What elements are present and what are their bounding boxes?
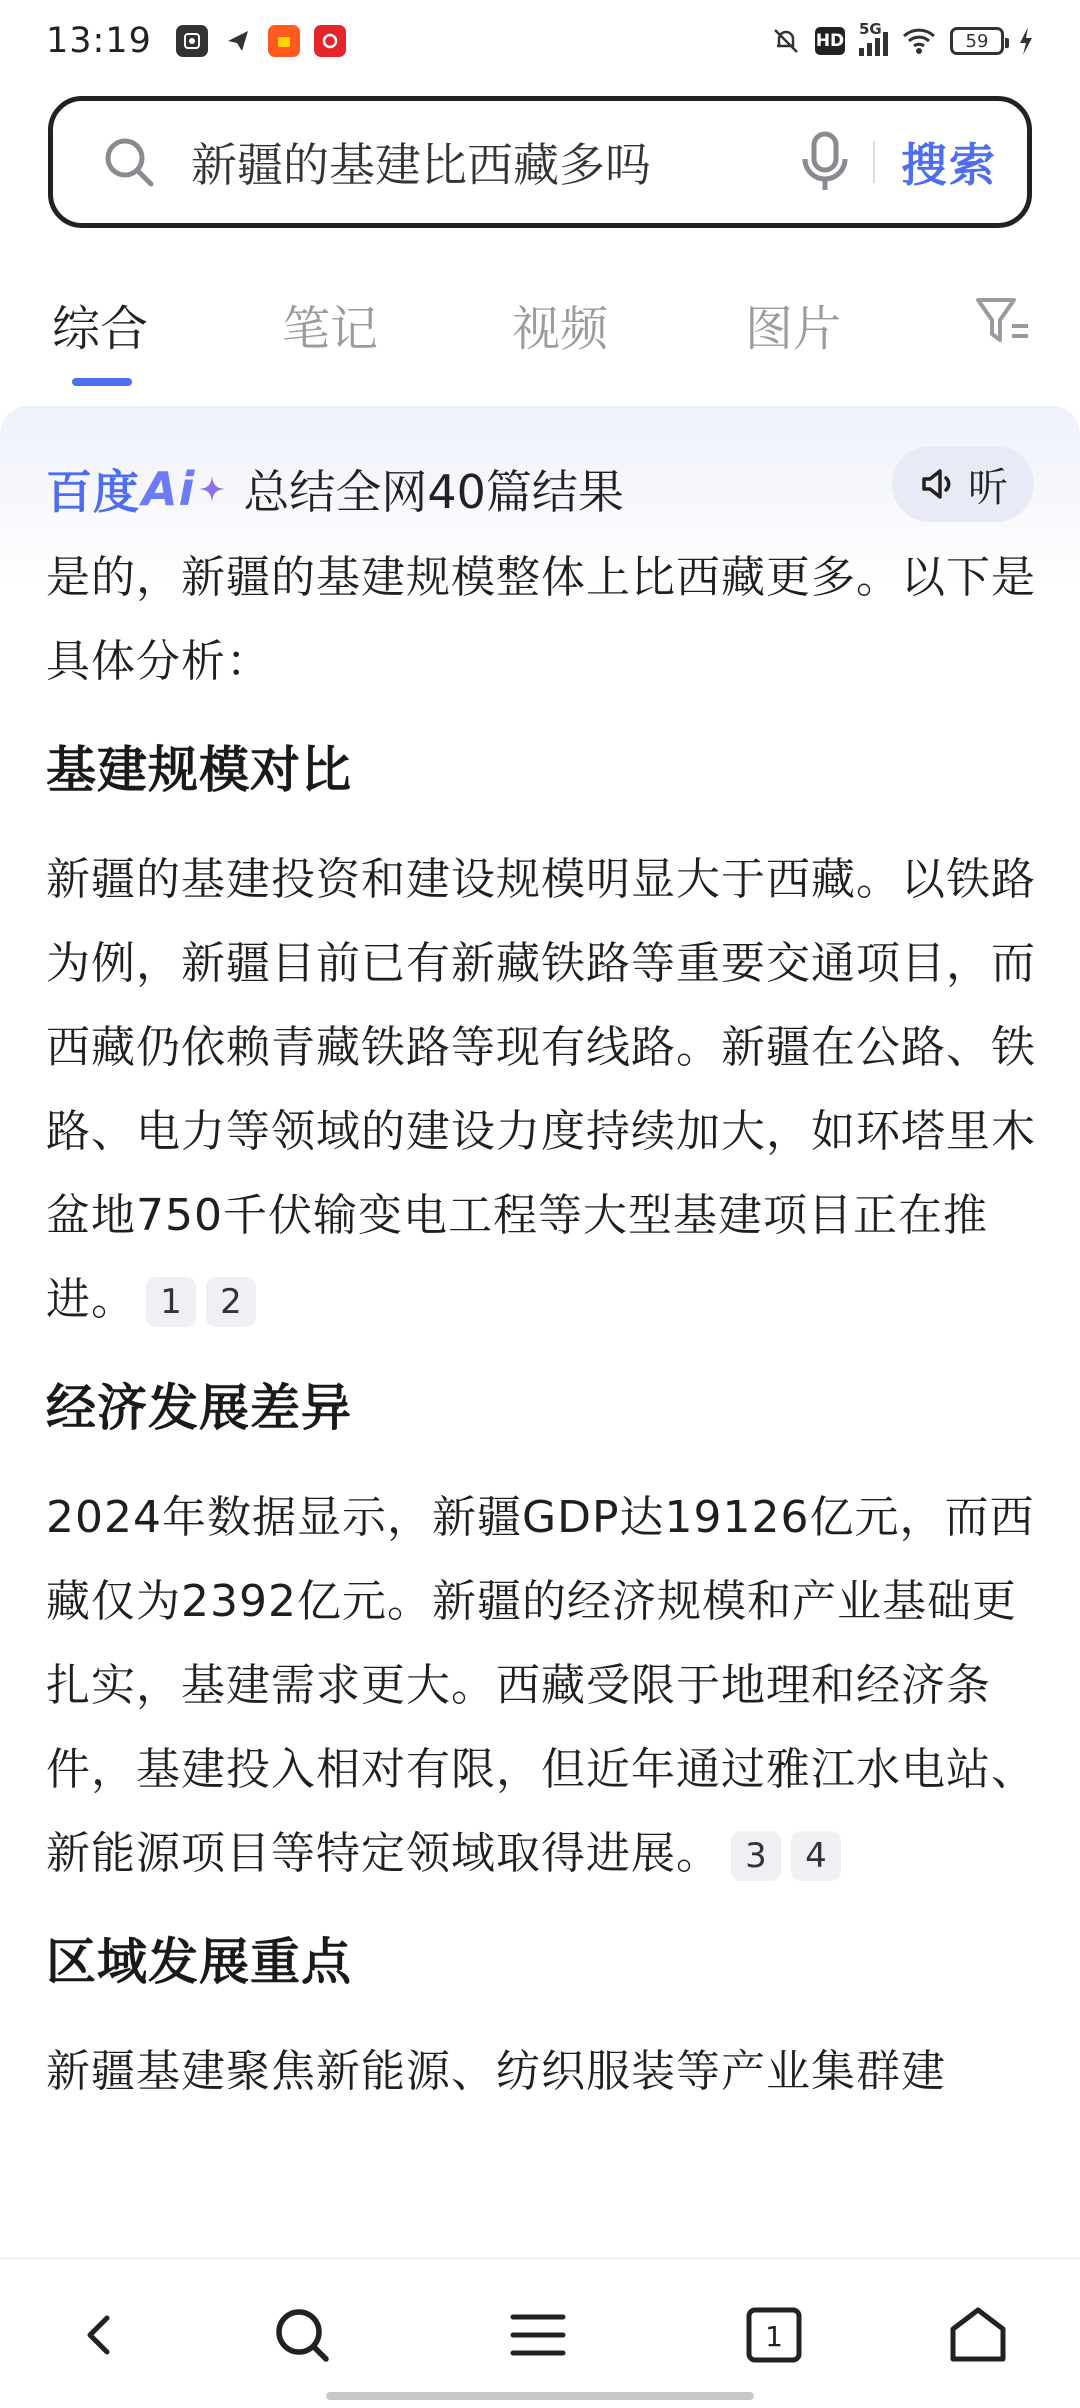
tab-all[interactable]: 综合	[52, 301, 149, 357]
microphone-icon[interactable]	[799, 131, 851, 193]
back-icon	[75, 2310, 125, 2360]
network-type: 5G	[859, 20, 882, 38]
ai-summary-source-count: 总结全网40篇结果	[243, 465, 624, 519]
ai-summary-header	[46, 456, 624, 522]
listen-button[interactable]	[892, 446, 1034, 522]
system-status-icons	[771, 20, 1034, 56]
search-nav-button[interactable]	[262, 2295, 342, 2375]
home-icon	[948, 2305, 1008, 2365]
send-notification-icon	[222, 25, 254, 57]
signal-icon	[859, 20, 888, 56]
mute-icon	[771, 26, 801, 56]
baidu-ai-logo	[46, 456, 227, 522]
logo-ai: Ai	[142, 462, 196, 516]
ai-summary-card	[0, 406, 1080, 2408]
hd-icon: HD	[815, 27, 845, 55]
tab-images[interactable]: 图片	[745, 301, 842, 357]
search-icon	[273, 2306, 331, 2364]
logo-text: 百度	[46, 465, 140, 519]
citation-badge[interactable]: 4	[791, 1831, 841, 1881]
section-body: 新疆基建聚焦新能源、纺织服装等产业集群建	[46, 2046, 946, 2097]
summary-intro: 是的，新疆的基建规模整体上比西藏更多。以下是具体分析：	[46, 552, 1036, 687]
wifi-icon	[902, 27, 936, 55]
tab-videos[interactable]: 视频	[512, 301, 609, 357]
section-heading: 经济发展差异	[46, 1379, 352, 1437]
tab-notes[interactable]: 笔记	[282, 301, 379, 357]
search-button[interactable]: 搜索	[901, 138, 997, 192]
tabs-button[interactable]	[734, 2295, 814, 2375]
result-tabs	[0, 290, 1080, 390]
netease-music-icon	[314, 25, 346, 57]
section-body	[46, 1476, 1036, 1896]
tabs-icon	[744, 2305, 804, 2365]
menu-icon	[510, 2310, 566, 2360]
section-body-text: 新疆的基建投资和建设规模明显大于西藏。以铁路为例，新疆目前已有新藏铁路等重要交通项目，而西藏仍依赖青藏铁路等现有线路。新疆在公路、铁路、电力等领域的建设力度持续加大，如环塔里木盆地750千伏输变电工程等大型基建项目正在推进。	[46, 854, 1036, 1325]
citation-badge[interactable]: 2	[206, 1277, 256, 1327]
search-icon	[101, 134, 157, 190]
search-box[interactable]	[48, 96, 1032, 228]
shopping-app-icon	[268, 25, 300, 57]
speaker-icon	[918, 464, 958, 504]
active-tab-indicator	[72, 378, 132, 386]
citation-badge[interactable]: 3	[731, 1831, 781, 1881]
app-notification-icon	[176, 25, 208, 57]
content-fade	[0, 2230, 1080, 2260]
search-divider	[873, 141, 875, 183]
citation-badge[interactable]: 1	[146, 1277, 196, 1327]
sparkle-icon	[197, 474, 227, 504]
battery-level: 59	[965, 30, 989, 52]
home-button[interactable]	[938, 2295, 1018, 2375]
menu-button[interactable]	[498, 2295, 578, 2375]
charging-icon	[1018, 27, 1034, 55]
section-heading: 区域发展重点	[46, 1933, 352, 1991]
section-heading: 基建规模对比	[46, 741, 352, 799]
filter-icon[interactable]	[974, 294, 1032, 350]
tab-count: 1	[765, 2320, 783, 2353]
section-body-text: 2024年数据显示，新疆GDP达19126亿元，而西藏仅为2392亿元。新疆的经济规模和产业基础更扎实，基建需求更大。西藏受限于地理和经济条件，基建投入相对有限，但近年通过雅江水电站、新能源项目等特定领域取得进展。	[46, 1492, 1036, 1879]
listen-label: 听	[968, 464, 1008, 511]
battery-icon	[950, 27, 1004, 55]
section-body	[46, 838, 1036, 1342]
notification-icons	[176, 25, 346, 57]
back-button[interactable]	[60, 2295, 140, 2375]
status-bar	[0, 0, 1080, 82]
status-time: 13:19	[46, 21, 152, 61]
home-indicator[interactable]	[326, 2392, 754, 2400]
ai-summary-content	[46, 536, 1036, 2114]
bottom-navigation	[0, 2258, 1080, 2408]
search-input[interactable]: 新疆的基建比西藏多吗	[191, 138, 651, 192]
